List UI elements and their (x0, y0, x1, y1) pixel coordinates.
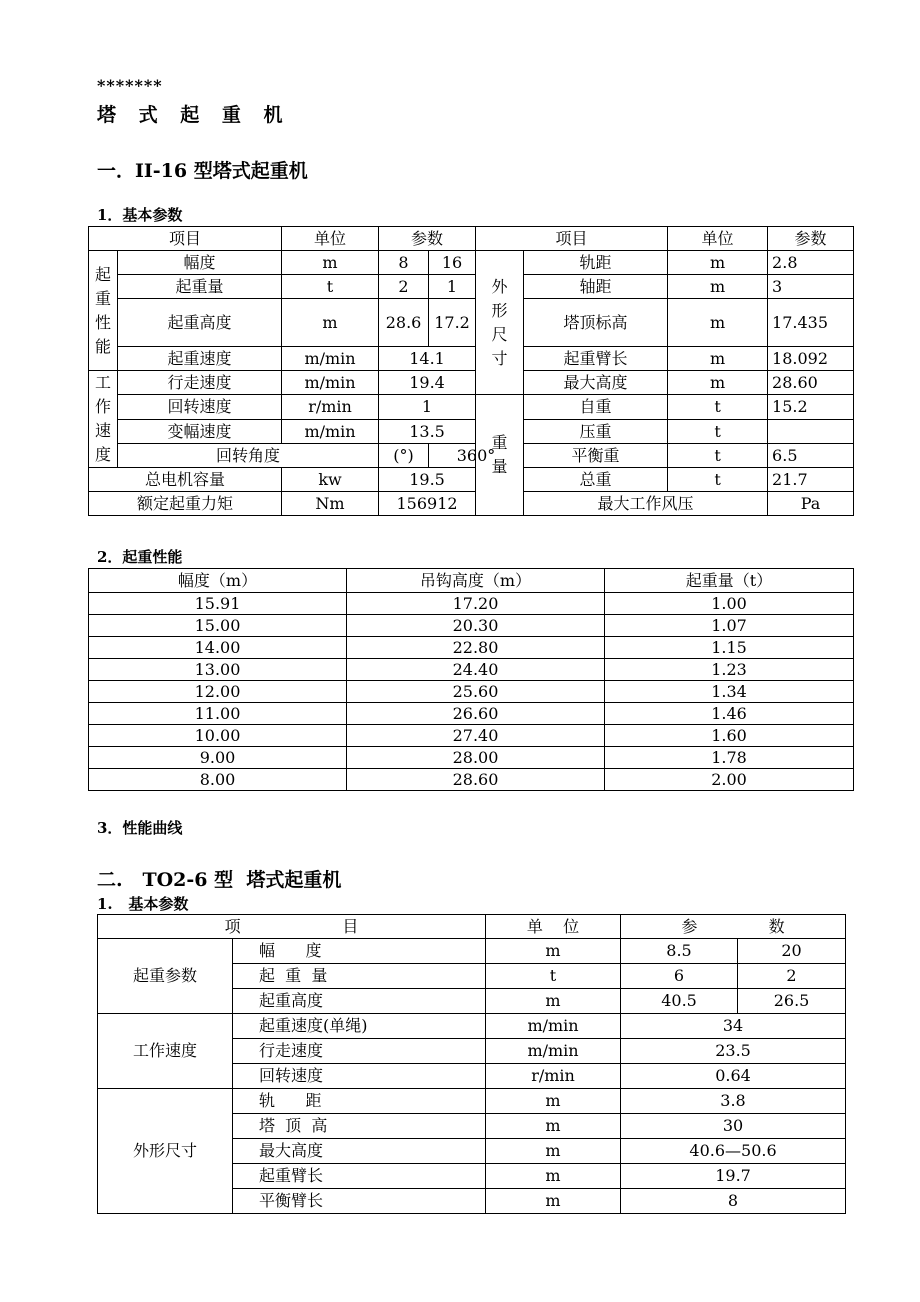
t1-header-param-right: 参数 (768, 227, 854, 251)
t2-cell: 14.00 (89, 637, 347, 659)
t1-cell: m (668, 275, 768, 299)
t3-cell: 平衡臂长 (233, 1189, 486, 1214)
t1-cell: m/min (282, 420, 379, 444)
t1-group-lifting-performance: 起重性能 (89, 251, 118, 371)
t3-group-dimensions: 外形尺寸 (98, 1089, 233, 1214)
t2-cell: 1.78 (605, 747, 854, 769)
t1-cell: (°) (379, 444, 429, 468)
section2-heading: 二. TO2-6 型 塔式起重机 (97, 869, 342, 891)
section1-sub2: 2．起重性能 (97, 548, 183, 566)
t1-cell: 总电机容量 (89, 468, 282, 492)
t2-cell: 1.23 (605, 659, 854, 681)
basic-params-table-1 (88, 226, 854, 516)
t3-header-param: 参 数 (621, 915, 846, 939)
section2-sub1: 1. 基本参数 (97, 895, 189, 913)
t3-group-lifting-params: 起重参数 (98, 939, 233, 1014)
t3-cell: 34 (621, 1014, 846, 1039)
t1-cell: 28.60 (768, 371, 854, 395)
t1-cell: m (668, 371, 768, 395)
t1-cell: 19.4 (379, 371, 476, 395)
t1-cell: 回转角度 (118, 444, 379, 468)
t3-header-item: 项 目 (98, 915, 486, 939)
section1-sub1: 1．基本参数 (97, 206, 183, 224)
t3-cell: 起重速度(单绳) (233, 1014, 486, 1039)
t3-cell: m/min (486, 1014, 621, 1039)
t1-cell: 2 (379, 275, 429, 299)
t1-cell: 最大工作风压 (524, 492, 768, 516)
t1-cell: 自重 (524, 395, 668, 420)
t1-header-unit-right: 单位 (668, 227, 768, 251)
t3-cell: 起重臂长 (233, 1164, 486, 1189)
t1-cell: 6.5 (768, 444, 854, 468)
t2-cell: 24.40 (347, 659, 605, 681)
t1-cell: r/min (282, 395, 379, 420)
basic-params-table-2 (97, 914, 846, 1214)
t1-cell: 起重臂长 (524, 347, 668, 371)
t1-group-work-speed: 工作速度 (89, 371, 118, 468)
t2-cell: 27.40 (347, 725, 605, 747)
t1-cell: 起重速度 (118, 347, 282, 371)
t1-cell (768, 420, 854, 444)
t1-cell: m (282, 299, 379, 347)
section1-heading: 一．II-16 型塔式起重机 (97, 160, 308, 182)
t2-cell: 1.00 (605, 593, 854, 615)
t1-cell: 14.1 (379, 347, 476, 371)
t1-header-item: 项目 (89, 227, 282, 251)
t3-cell: 0.64 (621, 1064, 846, 1089)
t1-cell: 起重量 (118, 275, 282, 299)
t1-group-dimensions: 外形尺寸 (476, 251, 524, 395)
t1-cell: t (668, 420, 768, 444)
t1-header-item-right: 项目 (476, 227, 668, 251)
t3-cell: m (486, 1114, 621, 1139)
t3-cell: 23.5 (621, 1039, 846, 1064)
t3-cell: m (486, 1139, 621, 1164)
t3-cell: 8.5 (621, 939, 738, 964)
t2-cell: 20.30 (347, 615, 605, 637)
t1-group-weight: 重量 (476, 395, 524, 516)
t3-cell: 8 (621, 1189, 846, 1214)
t1-cell: 行走速度 (118, 371, 282, 395)
t1-cell: 156912 (379, 492, 476, 516)
t3-cell: 起重高度 (233, 989, 486, 1014)
t1-cell: m/min (282, 347, 379, 371)
t1-cell: m (668, 299, 768, 347)
t2-cell: 17.20 (347, 593, 605, 615)
t1-cell: 回转速度 (118, 395, 282, 420)
t3-group-work-speed: 工作速度 (98, 1014, 233, 1089)
t3-cell: m (486, 1189, 621, 1214)
t1-cell: 17.2 (429, 299, 476, 347)
t1-cell: 轨距 (524, 251, 668, 275)
t1-cell: 塔顶标高 (524, 299, 668, 347)
t2-cell: 2.00 (605, 769, 854, 791)
t1-cell: t (282, 275, 379, 299)
t3-cell: 40.6—50.6 (621, 1139, 846, 1164)
t1-cell: 变幅速度 (118, 420, 282, 444)
t3-cell: 最大高度 (233, 1139, 486, 1164)
t3-cell: 6 (621, 964, 738, 989)
t1-cell: 15.2 (768, 395, 854, 420)
t1-cell: t (668, 468, 768, 492)
t2-cell: 15.00 (89, 615, 347, 637)
t3-cell: m (486, 939, 621, 964)
t3-cell: 30 (621, 1114, 846, 1139)
t3-cell: 行走速度 (233, 1039, 486, 1064)
t1-cell: 平衡重 (524, 444, 668, 468)
t1-cell: 13.5 (379, 420, 476, 444)
t3-cell: m (486, 989, 621, 1014)
t2-header: 起重量（t） (605, 569, 854, 593)
t1-cell: m (668, 347, 768, 371)
t1-cell: Nm (282, 492, 379, 516)
t1-cell: 3 (768, 275, 854, 299)
t2-header: 幅度（m） (89, 569, 347, 593)
t2-header: 吊钩高度（m） (347, 569, 605, 593)
t3-cell: 起 重 量 (233, 964, 486, 989)
t1-cell: m/min (282, 371, 379, 395)
t3-cell: 2 (738, 964, 846, 989)
t1-cell: t (668, 395, 768, 420)
t1-cell: 21.7 (768, 468, 854, 492)
t1-header-param: 参数 (379, 227, 476, 251)
t3-cell: 3.8 (621, 1089, 846, 1114)
t3-cell: r/min (486, 1064, 621, 1089)
t3-cell: 40.5 (621, 989, 738, 1014)
t1-cell: 19.5 (379, 468, 476, 492)
t1-cell: 28.6 (379, 299, 429, 347)
page-title: 塔 式 起 重 机 (97, 104, 291, 126)
t1-cell: 360° (429, 444, 524, 468)
t1-header-unit: 单位 (282, 227, 379, 251)
t1-cell: m (668, 251, 768, 275)
t3-cell: 幅 度 (233, 939, 486, 964)
t2-cell: 8.00 (89, 769, 347, 791)
t2-cell: 1.34 (605, 681, 854, 703)
t2-cell: 26.60 (347, 703, 605, 725)
t2-cell: 25.60 (347, 681, 605, 703)
t2-cell: 1.46 (605, 703, 854, 725)
t1-cell: 最大高度 (524, 371, 668, 395)
t3-cell: 回转速度 (233, 1064, 486, 1089)
t1-cell: kw (282, 468, 379, 492)
t2-cell: 28.60 (347, 769, 605, 791)
lifting-performance-table (88, 568, 854, 791)
t1-cell: 额定起重力矩 (89, 492, 282, 516)
t1-cell: 1 (379, 395, 476, 420)
t3-cell: 轨 距 (233, 1089, 486, 1114)
t1-cell: Pa (768, 492, 854, 516)
t1-cell: 2.8 (768, 251, 854, 275)
t1-cell: 总重 (524, 468, 668, 492)
t1-cell: 起重高度 (118, 299, 282, 347)
t1-cell: t (668, 444, 768, 468)
t1-cell: 18.092 (768, 347, 854, 371)
t1-cell: 幅度 (118, 251, 282, 275)
t2-cell: 28.00 (347, 747, 605, 769)
t2-cell: 9.00 (89, 747, 347, 769)
t1-cell: 1 (429, 275, 476, 299)
t1-cell: 轴距 (524, 275, 668, 299)
t3-cell: 塔 顶 高 (233, 1114, 486, 1139)
t2-cell: 1.15 (605, 637, 854, 659)
t1-cell: 8 (379, 251, 429, 275)
t1-cell: 压重 (524, 420, 668, 444)
t1-cell: 17.435 (768, 299, 854, 347)
t3-cell: t (486, 964, 621, 989)
t2-cell: 12.00 (89, 681, 347, 703)
t3-header-unit: 单 位 (486, 915, 621, 939)
t3-cell: 26.5 (738, 989, 846, 1014)
section1-sub3: 3．性能曲线 (97, 819, 183, 837)
t3-cell: m (486, 1164, 621, 1189)
t2-cell: 15.91 (89, 593, 347, 615)
t2-cell: 11.00 (89, 703, 347, 725)
t2-cell: 10.00 (89, 725, 347, 747)
decorative-stars: ******* (97, 76, 163, 95)
t1-cell: m (282, 251, 379, 275)
t2-cell: 13.00 (89, 659, 347, 681)
t3-cell: 20 (738, 939, 846, 964)
t3-cell: m (486, 1089, 621, 1114)
t3-cell: 19.7 (621, 1164, 846, 1189)
t2-cell: 1.60 (605, 725, 854, 747)
t2-cell: 1.07 (605, 615, 854, 637)
t2-cell: 22.80 (347, 637, 605, 659)
t1-cell: 16 (429, 251, 476, 275)
t3-cell: m/min (486, 1039, 621, 1064)
